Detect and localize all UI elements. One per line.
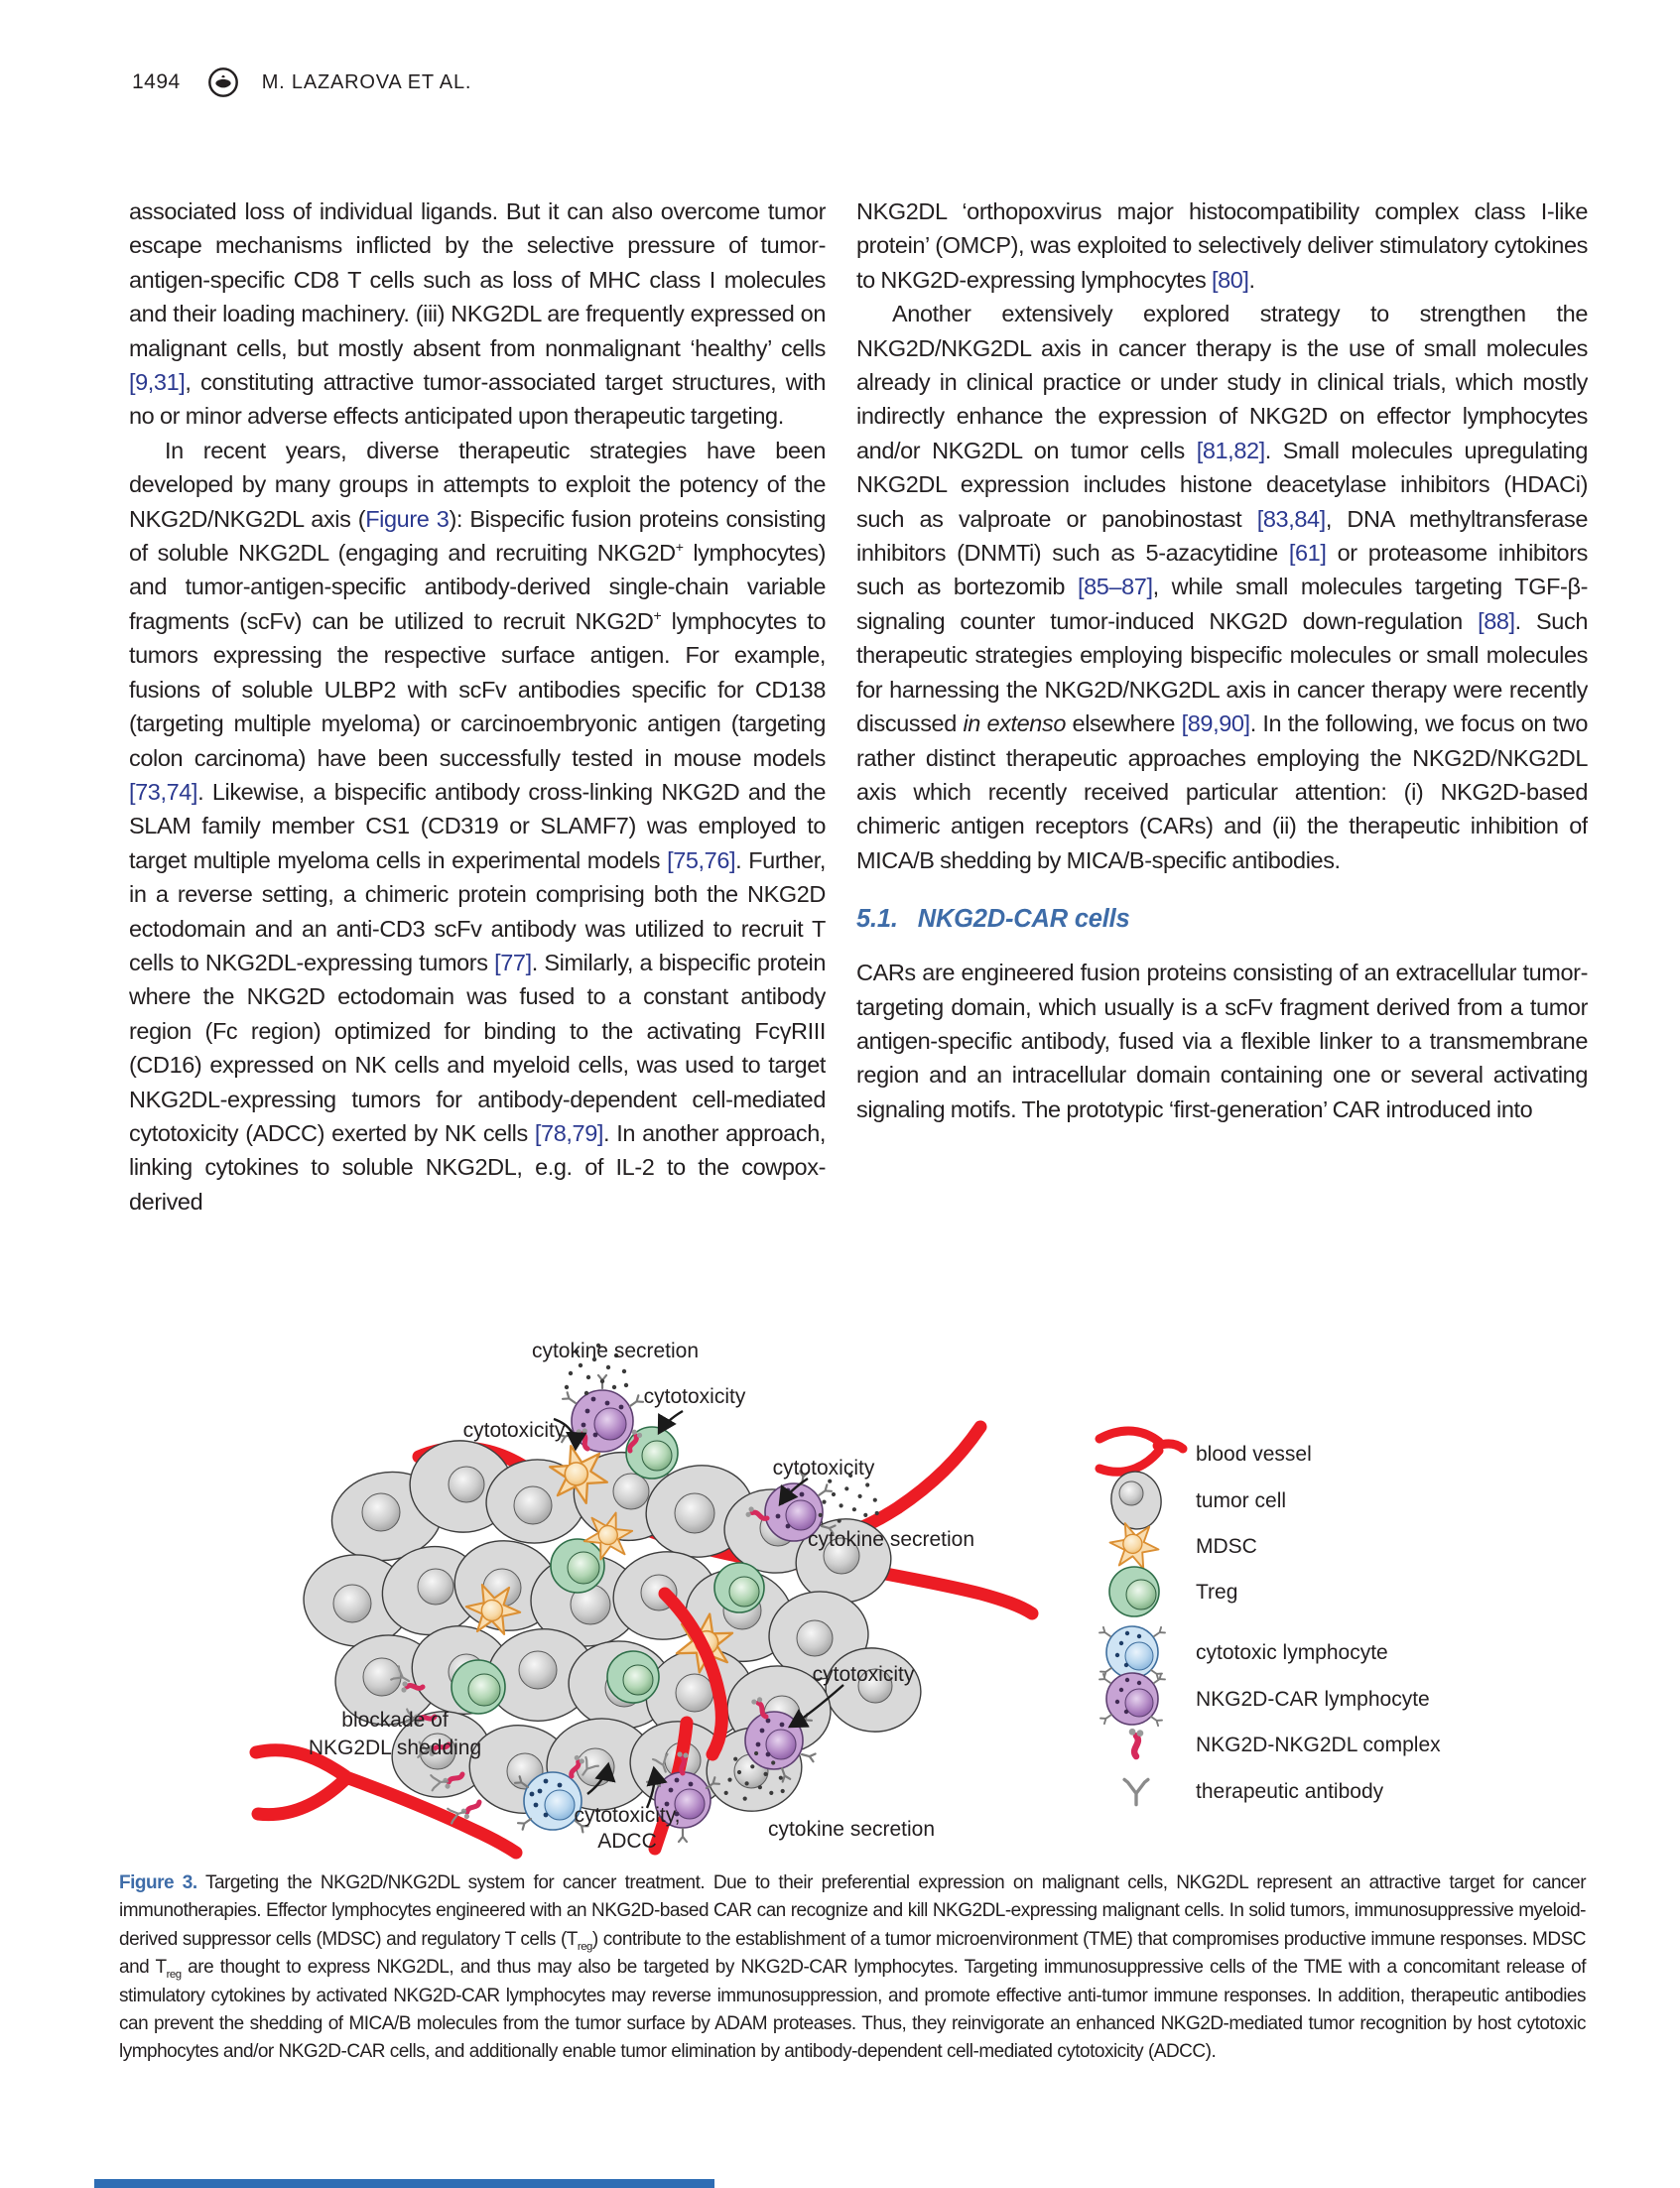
publisher-logo-icon [206, 65, 240, 99]
label-blockade-line1: blockade of [341, 1709, 449, 1732]
body-paragraph: In recent years, diverse therapeutic strategies have been developed by many groups in attempts to exploit the potency of the NKG2D/NKG2DL axis (Figure 3): Bispecific fusion proteins consisting of soluble NKG2DL (engaging and recruiting NKG2D+ lymphocytes) and tumor-antigen-specific antibody-derived single-chain variable fragments (scFv) can be utilized to recruit NKG2D+ lymphocytes to tumors expressing the respective surface antigen. For example, fusions of soluble ULBP2 with scFv antibodies specific for CD138 (targeting multiple myeloma) or carcinoembryonic antigen (targeting colon carcinoma) have been successfully tested in mouse models [73,74]. Likewise, a bispecific antibody cross-linking NKG2D and the SLAM family member CS1 (CD319 or SLAMF7) was employed to target multiple myeloma cells in experimental models [75,76]. Further, in a reverse setting, a chimeric protein comprising both the NKG2D ectodomain and an anti-CD3 scFv antibody was utilized to recruit T cells to NKG2DL-expressing tumors [77]. Similarly, a bispecific protein where the NKG2D ectodomain was fused to a constant antibody region (Fc region) optimized for binding to the activating FcγRIII (CD16) expressed on NK cells and myeloid cells, was used to target NKG2DL-expressing tumors for antibody-dependent cell-mediated cytotoxicity (ADCC) exerted by NK cells [78,79]. In another approach, linking cytokines to soluble NKG2DL, e.g. of IL-2 to the cowpox-derived [129, 437, 826, 1215]
citation-link[interactable]: [73,74] [129, 778, 198, 805]
label-blockade-line2: NKG2DL shedding [308, 1737, 482, 1759]
legend-item-nkg2d-nkg2dl-complex [1129, 1729, 1441, 1756]
citation-link[interactable]: [80] [1211, 266, 1249, 293]
body-paragraph: Another extensively explored strategy to strengthen the NKG2D/NKG2DL axis in cancer therapy is the use of small molecules already in clinical practice or under study in clinical trials, which mostly indirectly enhance the expression of NKG2D on effector lymphocytes and/or NKG2DL on tumor cells [81,82]. Small molecules upregulating NKG2DL expression includes histone deacetylase inhibitors (HDACi) such as valproate or panobinostast [83,84], DNA methyltransferase inhibitors (DNMTi) such as 5-azacytidine [61] or proteasome inhibitors such as bortezomib [85–87], while small molecules targeting TGF-β-signaling counter tumor-induced NKG2D down-regulation [88]. Such therapeutic strategies employing bispecific molecules or small molecules for harnessing the NKG2D/NKG2DL axis in cancer therapy were recently discussed in extenso elsewhere [89,90]. In the following, we focus on two rather distinct therapeutic approaches employing the NKG2D/NKG2DL axis which recently received particular attention: (i) NKG2D-based chimeric antigen receptors (CARs) and (ii) the therapeutic inhibition of MICA/B shedding by MICA/B-specific antibodies. [856, 301, 1588, 873]
figure-caption [119, 1869, 1586, 2067]
citation-link[interactable]: [83,84] [1256, 505, 1326, 532]
legend-item-tumor-cell [1107, 1469, 1286, 1532]
figure-caption-label: Figure 3. [119, 1872, 197, 1893]
section-title: NKG2D-CAR cells [917, 905, 1130, 934]
legend-item-cytotoxic-lymphocyte [1099, 1626, 1388, 1679]
body-paragraph: associated loss of individual ligands. But it can also overcome tumor escape mechanisms inflicted by the selective pressure of tumor-antigen-specific CD8 T cells such as loss of MHC class I molecules and their loading machinery. (iii) NKG2DL are frequently expressed on malignant cells, but mostly absent from nonmalignant ‘healthy’ cells [9,31], constituting attractive tumor-associated target structures, with no or minor adverse effects anticipated upon therapeutic targeting. [129, 198, 826, 430]
body-paragraph: NKG2DL ‘orthopoxvirus major histocompatibility complex class I-like protein’ (OMCP), was exploited to selectively deliver stimulatory cytokines to NKG2D-expressing lymphocytes [80]. [856, 198, 1588, 293]
section-number: 5.1. [856, 905, 898, 934]
page-number: 1494 [132, 70, 181, 93]
label-cytokine-secretion-bottom: cytokine secretion [767, 1818, 936, 1841]
body-paragraph: CARs are engineered fusion proteins consisting of an extracellular tumor-targeting domain, which usually is a scFv fragment derived from a tumor antigen-specific antibody, fused via a flexible linker to a transmembrane region and an intracellular domain containing one or several activating signaling motifs. The prototypic ‘first-generation’ CAR introduced into [856, 960, 1588, 1122]
citation-link[interactable]: [88] [1478, 607, 1515, 634]
tumor-cell-icon [1107, 1469, 1165, 1532]
blood-vessel-icon [1099, 1431, 1183, 1472]
label-cytotoxicity-top: cytotoxicity [643, 1385, 746, 1408]
running-head: M. LAZAROVA ET AL. [261, 70, 472, 93]
citation-link[interactable]: [89,90] [1181, 710, 1250, 737]
figure-caption-text: Targeting the NKG2D/NKG2DL system for cancer treatment. Due to their preferential expression on malignant cells, NKG2DL represent an attractive target for cancer immunotherapies. Effector lymphocytes engineered with an NKG2D-based CAR can recognize and kill NKG2DL-expressing malignant cells. In solid tumors, immunosuppressive myeloid-derived suppressor cells (MDSC) and regulatory T cells $(T_{reg})$ contribute to the establishment of a tumor microenvironment (TME) that compromises productive immune responses. MDSC and $T_{reg}$ are thought to express NKG2DL, and thus may also be targeted by NKG2D-CAR lymphocytes. Targeting immunosuppressive cells of the TME with a concomitant release of stimulatory cytokines by activated NKG2D-CAR lymphocytes may reverse immunosuppression, and promote effective anti-tumor immune responses. In addition, therapeutic antibodies can prevent the shedding of MICA/B molecules from the tumor surface by ADAM proteases. Thus, they reinvigorate an enhanced NKG2D-mediated tumor recognition by host cytotoxic lymphocytes and/or NKG2D-CAR cells, and additionally enable tumor elimination by antibody-dependent cell-mediated cytotoxicity (ADCC). [119, 1872, 1587, 2063]
legend-item-nkg2d-car-lymphocyte [1099, 1673, 1430, 1726]
label-cytotoxicity-left: cytotoxicity [462, 1419, 566, 1442]
svg-text:cytotoxic lymphocyte: cytotoxic lymphocyte [1196, 1641, 1388, 1664]
treg-icon [1109, 1567, 1159, 1616]
page-header [132, 65, 471, 99]
svg-text:Treg: Treg [1196, 1581, 1238, 1604]
svg-text:therapeutic antibody: therapeutic antibody [1196, 1780, 1384, 1803]
right-text-column [856, 194, 1588, 1355]
legend-item-mdsc [1107, 1521, 1257, 1570]
nkg2d-nkg2dl-complex-icon [1129, 1729, 1144, 1756]
label-cytotoxicity-adcc-line2: ADCC [597, 1830, 657, 1853]
legend-item-blood-vessel [1099, 1431, 1312, 1472]
label-cytokine-secretion-top: cytokine secretion [531, 1340, 700, 1362]
label-cytotoxicity-right: cytotoxicity [772, 1457, 875, 1480]
tumor-cell-mass [301, 1434, 926, 1821]
legend-item-treg [1109, 1567, 1237, 1616]
section-heading [856, 905, 1588, 934]
label-cytotoxicity-adcc-line1: cytotoxicity, [574, 1804, 681, 1827]
svg-text:NKG2D-CAR lymphocyte: NKG2D-CAR lymphocyte [1196, 1688, 1430, 1711]
figure-3-diagram [238, 1328, 1498, 1868]
figure-legend [1099, 1431, 1441, 1805]
svg-text:NKG2D-NKG2DL complex: NKG2D-NKG2DL complex [1196, 1734, 1441, 1756]
citation-link[interactable]: [85–87] [1078, 574, 1153, 600]
label-cytokine-secretion-right: cytokine secretion [807, 1528, 975, 1551]
svg-text:MDSC: MDSC [1196, 1535, 1257, 1558]
bottom-blue-bar [94, 2179, 714, 2188]
left-text-column [129, 194, 826, 1355]
citation-link[interactable]: [75,76] [667, 846, 736, 873]
citation-link[interactable]: [78,79] [534, 1119, 603, 1146]
label-cytotoxicity-far-right: cytotoxicity [812, 1663, 915, 1686]
citation-link[interactable]: [61] [1288, 540, 1327, 567]
legend-item-therapeutic-antibody [1124, 1779, 1384, 1804]
citation-link[interactable]: [9,31] [129, 369, 186, 396]
therapeutic-antibody-icon [1124, 1779, 1148, 1804]
citation-link[interactable]: Figure 3 [365, 505, 450, 532]
citation-link[interactable]: [77] [494, 949, 532, 975]
citation-link[interactable]: [81,82] [1196, 437, 1265, 463]
svg-text:blood vessel: blood vessel [1196, 1443, 1312, 1466]
svg-text:tumor cell: tumor cell [1196, 1489, 1287, 1512]
nkg2d-car-lymphocyte-icon [1099, 1673, 1165, 1726]
cytotoxic-lymphocyte-icon [1099, 1626, 1165, 1679]
figure-3 [238, 1328, 1498, 1868]
